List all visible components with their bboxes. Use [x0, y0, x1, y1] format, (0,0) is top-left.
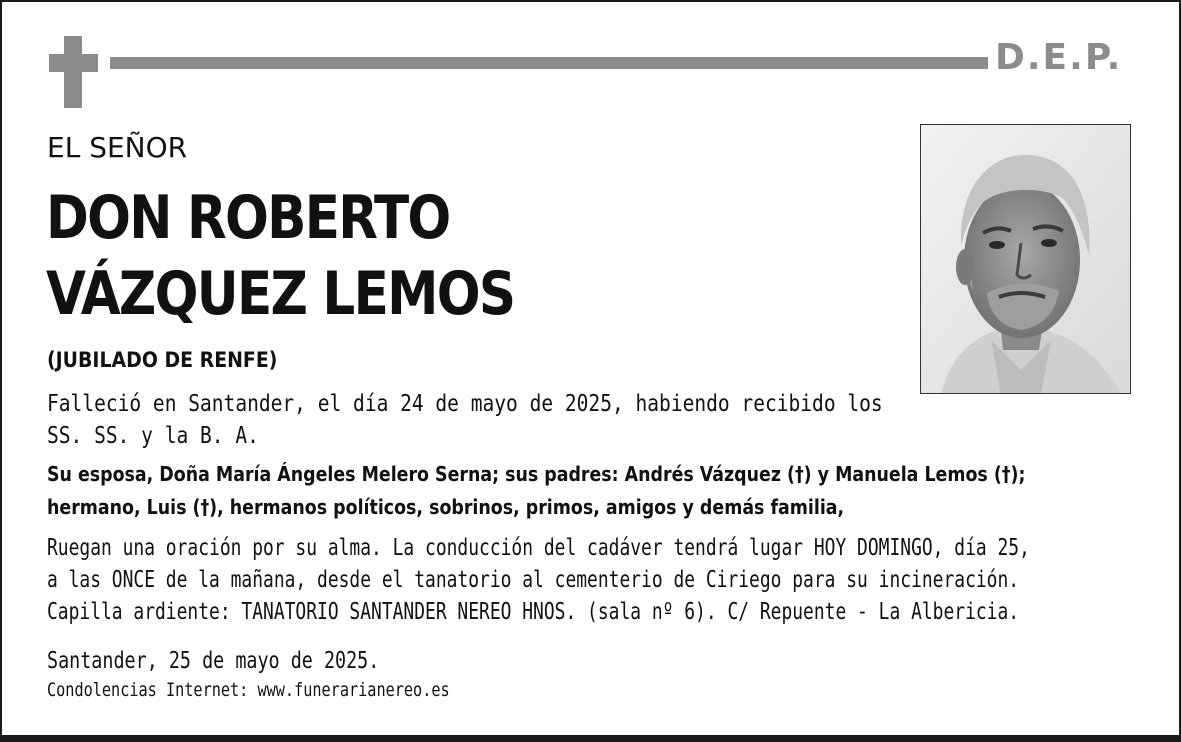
cross-horizontal-bar — [49, 54, 98, 72]
dep-label: D.E.P. — [995, 37, 1123, 78]
cross-vertical-bar — [64, 36, 82, 108]
family-line: hermano, Luis (†), hermanos políticos, sobrinos, primos, amigos y demás familia, — [47, 495, 845, 519]
funeral-line: Ruegan una oración por su alma. La conducción del cadáver tendrá lugar HOY DOMINGO, día 25, — [47, 535, 1030, 561]
death-announcement — [47, 388, 883, 452]
condolences-link: Condolencias Internet: www.funerarianereo.es — [47, 679, 450, 701]
portrait-photo — [920, 124, 1131, 394]
funeral-line: Capilla ardiente: TANATORIO SANTANDER NEREO HNOS. (sala nº 6). C/ Repuente - La Albericia. — [47, 599, 1020, 625]
deceased-name-line2: VÁZQUEZ LEMOS — [46, 259, 515, 329]
funeral-details — [47, 532, 1030, 628]
death-line: Falleció en Santander, el día 24 de mayo de 2025, habiendo recibido los — [47, 391, 883, 417]
header-rule — [110, 57, 988, 69]
occupation: (JUBILADO DE RENFE) — [47, 348, 278, 372]
funeral-line: a las ONCE de la mañana, desde el tanatorio al cementerio de Ciriego para su incineración. — [47, 567, 1020, 593]
portrait-icon — [921, 125, 1131, 394]
family-list — [47, 458, 1025, 524]
title-prefix: EL SEÑOR — [47, 131, 188, 164]
place-date: Santander, 25 de mayo de 2025. — [47, 648, 380, 674]
death-line: SS. SS. y la B. A. — [47, 423, 259, 449]
family-line: Su esposa, Doña María Ángeles Melero Serna; sus padres: Andrés Vázquez (†) y Manuela Lemos (†); — [47, 462, 1026, 486]
deceased-name-line1: DON ROBERTO — [46, 183, 450, 253]
deceased-name — [46, 180, 514, 332]
